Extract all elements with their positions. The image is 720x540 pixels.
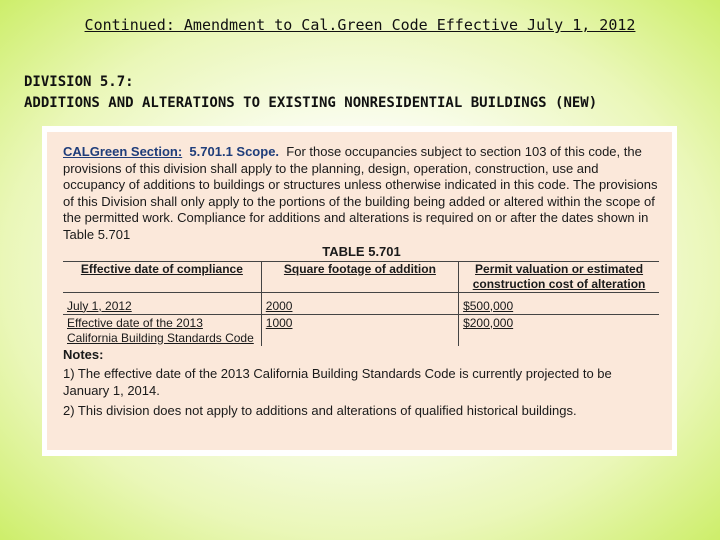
table-cell: $500,000: [459, 292, 659, 314]
table-cell: $200,000: [463, 315, 514, 330]
table-header-cell: Effective date of compliance: [63, 261, 261, 292]
note-item: 2) This division does not apply to additions and alterations of qualified historical buildings.: [63, 403, 577, 418]
table-header-cell: Permit valuation or estimated construction cost of alteration: [459, 261, 659, 292]
division-number: DIVISION 5.7:: [24, 74, 134, 90]
notes-section: [63, 347, 660, 420]
section-number: 5.701.1 Scope.: [189, 144, 280, 159]
code-excerpt-image: [42, 126, 677, 456]
table-row: [63, 292, 659, 314]
section-label: CALGreen Section:: [63, 144, 183, 159]
table-cell: 1000: [261, 314, 458, 346]
table-cell: July 1, 2012: [63, 292, 261, 314]
scope-paragraph: [63, 144, 660, 243]
scope-text: For those occupancies subject to section 103 of this code, the provisions of this division shall apply to the planning, design, operation, construction, use and occupancy of additions to buildings or structures unless otherwise indicated in this code. The provisions of this Division shall only apply to the portions of the building being added or altered within the scope of the permitted work. Compliance for additions and alterations is required on or after the dates shown in Table 5.701: [63, 144, 658, 242]
table-row: [63, 314, 659, 346]
table-header-cell: Square footage of addition: [261, 261, 458, 292]
table-header-row: [63, 261, 659, 292]
note-item: 1) The effective date of the 2013 California Building Standards Code is currently projected to be January 1, 2014.: [63, 366, 612, 398]
table-title: TABLE 5.701: [322, 244, 401, 259]
notes-heading: Notes:: [63, 346, 104, 362]
compliance-table: [63, 261, 659, 346]
code-excerpt-panel: [47, 132, 672, 450]
slide-title: Continued: Amendment to Cal.Green Code Effective July 1, 2012: [84, 16, 636, 34]
table-cell: 2000: [261, 292, 458, 314]
division-title: ADDITIONS AND ALTERATIONS TO EXISTING NONRESIDENTIAL BUILDINGS (NEW): [24, 95, 598, 111]
table-cell: Effective date of the 2013 California Building Standards Code: [63, 314, 261, 346]
division-heading: [24, 72, 597, 114]
